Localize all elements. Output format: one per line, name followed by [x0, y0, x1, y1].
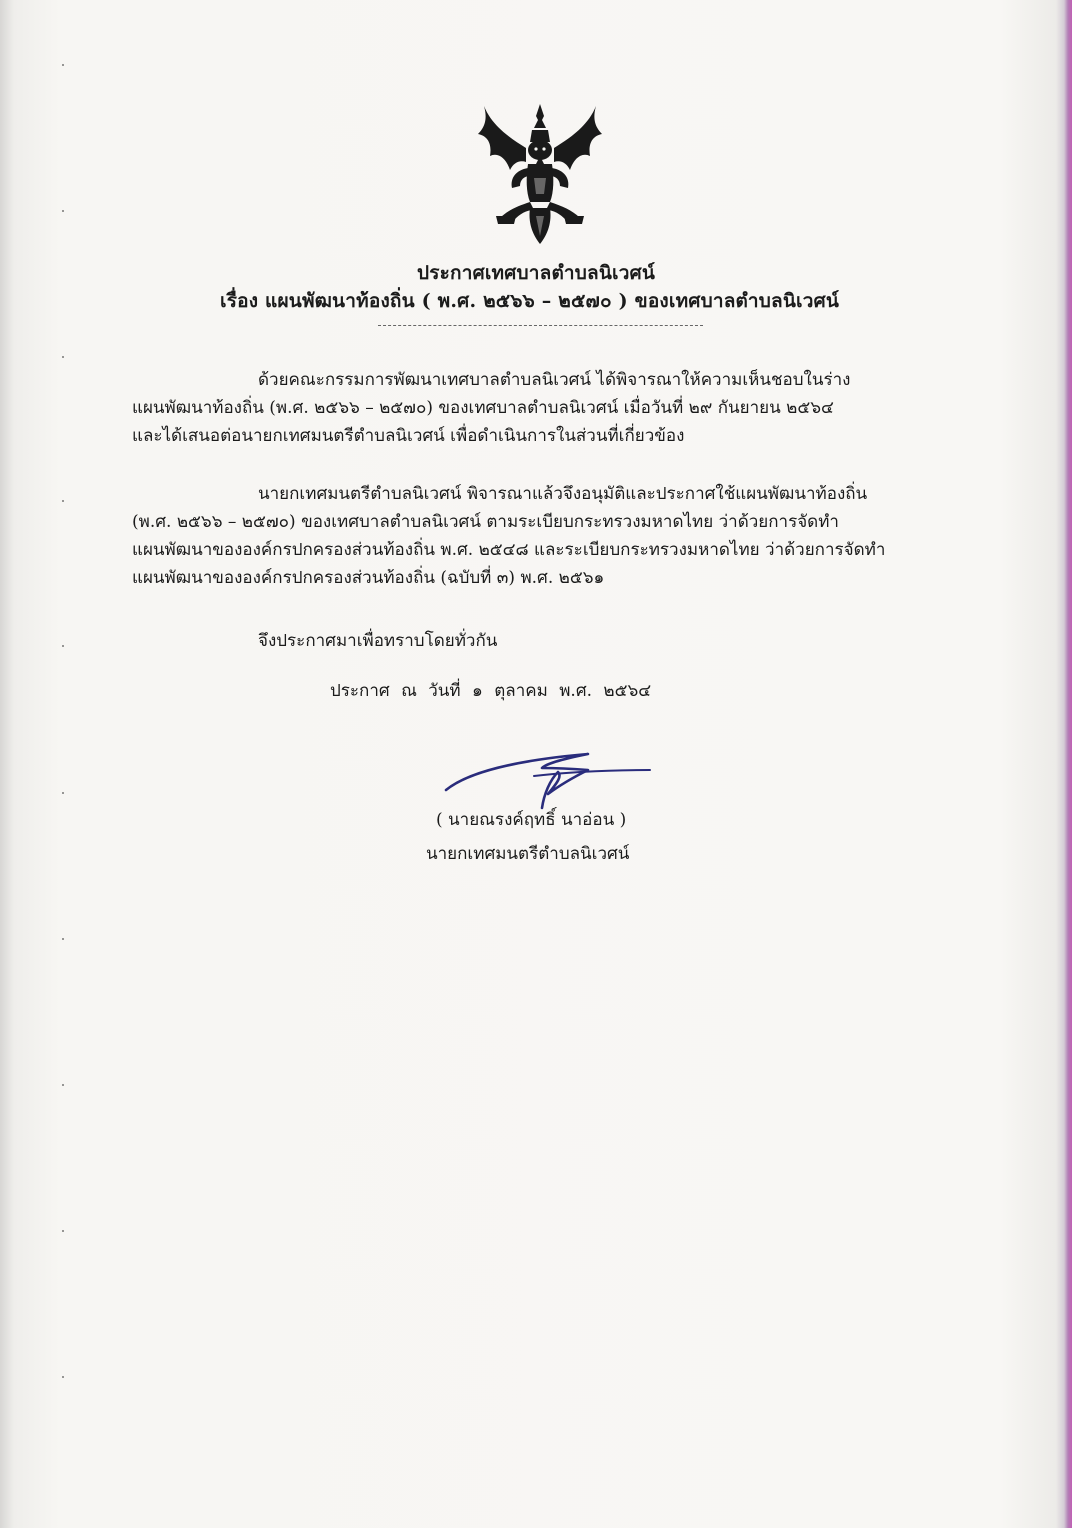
signer-position: นายกเทศมนตรีตำบลนิเวศน์	[426, 844, 630, 864]
binder-hole-mark	[62, 792, 64, 794]
paragraph-line: แผนพัฒนาท้องถิ่น (พ.ศ. ๒๕๖๖ – ๒๕๗๐) ของเทศบาลตำบลนิเวศน์ เมื่อวันที่ ๒๙ กันยายน ๒๕๖๔	[132, 398, 834, 418]
announcement-subject: เรื่อง แผนพัฒนาท้องถิ่น ( พ.ศ. ๒๕๖๖ – ๒๕๗๐ ) ของเทศบาลตำบลนิเวศน์	[220, 290, 840, 312]
body-paragraph-2	[132, 480, 954, 592]
binder-hole-mark	[62, 1376, 64, 1378]
binder-hole-mark	[62, 1230, 64, 1232]
binder-hole-mark	[62, 64, 64, 66]
announcement-date: ประกาศ ณ วันที่ ๑ ตุลาคม พ.ศ. ๒๕๖๔	[330, 681, 652, 701]
binder-hole-mark	[62, 356, 64, 358]
signer-name: ( นายณรงค์ฤทธิ์ นาอ่อน )	[436, 810, 627, 830]
closing-statement: จึงประกาศมาเพื่อทราบโดยทั่วกัน	[258, 631, 498, 651]
paragraph-line: แผนพัฒนาขององค์กรปกครองส่วนท้องถิ่น พ.ศ. ๒๕๔๘ และระเบียบกระทรวงมหาดไทย ว่าด้วยการจัดทำ	[132, 540, 886, 560]
binder-hole-mark	[62, 500, 64, 502]
announcement-title: ประกาศเทศบาลตำบลนิเวศน์	[416, 262, 656, 284]
binder-hole-mark	[62, 938, 64, 940]
paragraph-line: และได้เสนอต่อนายกเทศมนตรีตำบลนิเวศน์ เพื่อดำเนินการในส่วนที่เกี่ยวข้อง	[132, 426, 685, 446]
binder-hole-mark	[62, 645, 64, 647]
title-divider	[378, 325, 703, 326]
paragraph-line: (พ.ศ. ๒๕๖๖ – ๒๕๗๐) ของเทศบาลตำบลนิเวศน์ ตามระเบียบกระทรวงมหาดไทย ว่าด้วยการจัดทำ	[132, 512, 839, 532]
garuda-emblem-icon	[470, 98, 610, 246]
paragraph-line: ด้วยคณะกรรมการพัฒนาเทศบาลตำบลนิเวศน์ ได้พิจารณาให้ความเห็นชอบในร่าง	[258, 370, 851, 390]
body-paragraph-1	[132, 366, 954, 450]
paragraph-line: นายกเทศมนตรีตำบลนิเวศน์ พิจารณาแล้วจึงอนุมัติและประกาศใช้แผนพัฒนาท้องถิ่น	[258, 484, 868, 504]
paragraph-line: แผนพัฒนาขององค์กรปกครองส่วนท้องถิ่น (ฉบับที่ ๓) พ.ศ. ๒๕๖๑	[132, 568, 605, 588]
binder-hole-mark	[62, 210, 64, 212]
binder-hole-mark	[62, 1084, 64, 1086]
